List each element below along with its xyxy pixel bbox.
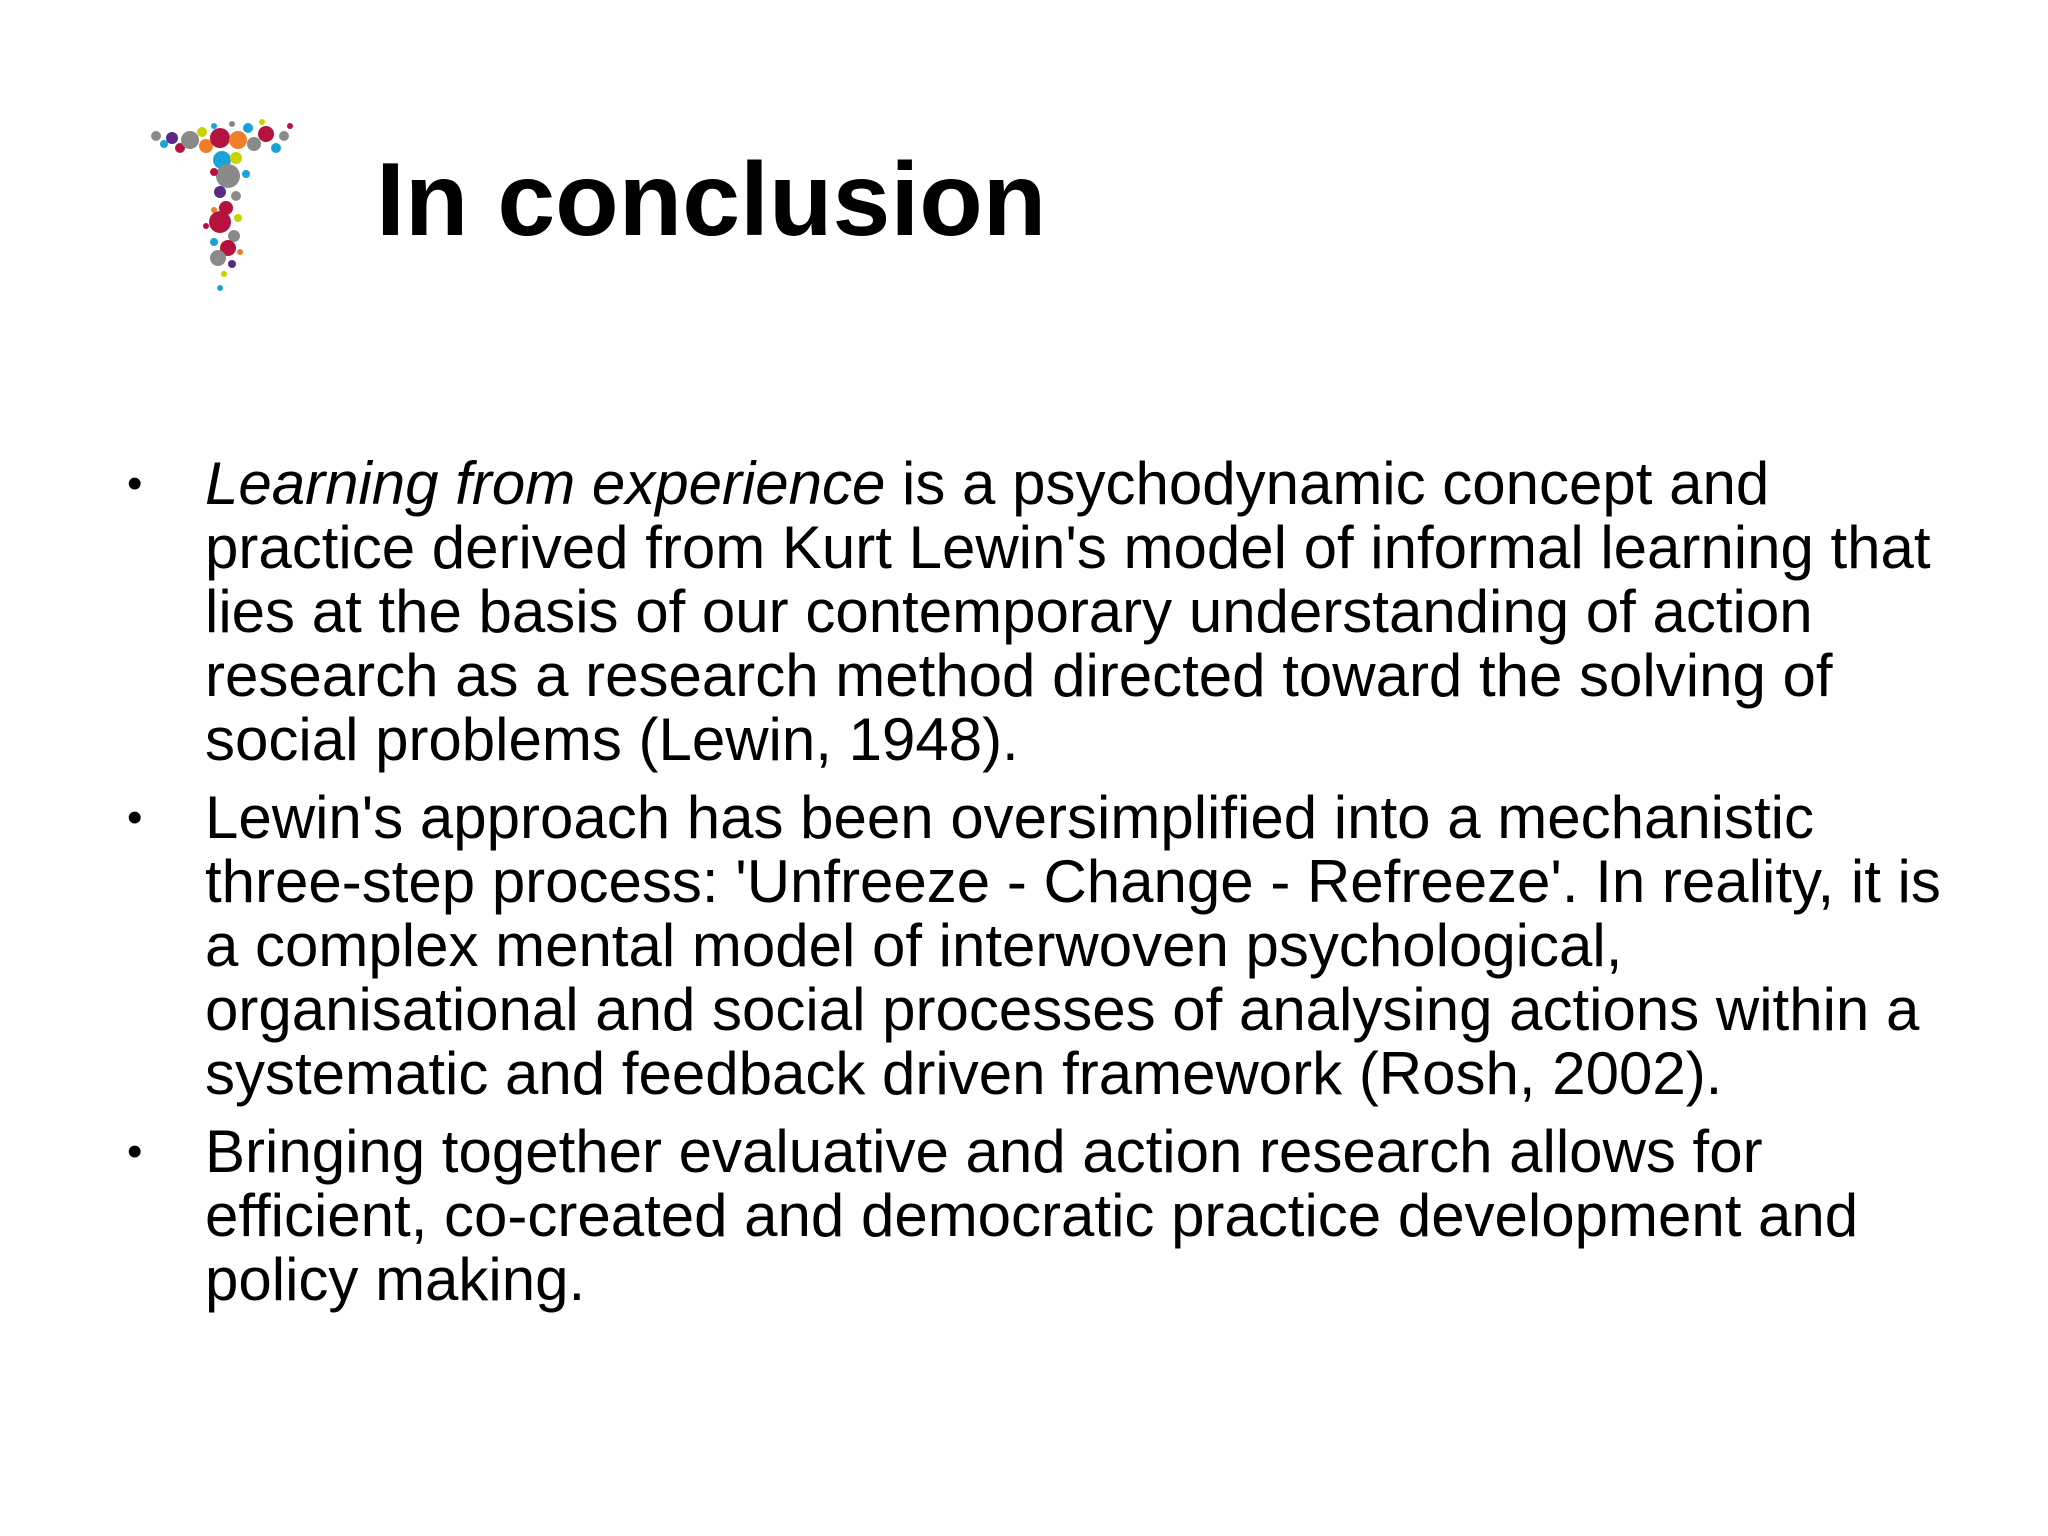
bullet-marker: • [127, 793, 143, 842]
bullet-marker: • [127, 459, 143, 508]
dotted-t-logo-icon [150, 118, 340, 318]
bullet-text: Lewin's approach has been oversimplified into a mechanistic three-step process: 'Unfreeze - Change - Refreeze'. In reality, it is a complex mental model of interwoven psychological, organisational and social processes of analysing actions within a systematic and feedback driven framework (Rosh, 2002). [205, 784, 1941, 1107]
slide-title: In conclusion [376, 142, 1047, 258]
bullet-marker: • [127, 1127, 143, 1176]
bullet-item [127, 1118, 1945, 1313]
bullet-item [127, 784, 1945, 1107]
bullet-text: is a psychodynamic concept and practice derived from Kurt Lewin's model of informal learning that lies at the basis of our contemporary understanding of action research as a research method directed toward the solving of social problems (Lewin, 1948). [205, 450, 1931, 773]
bullet-item [127, 450, 1945, 773]
bullet-emphasis: Learning from experience [205, 450, 886, 517]
bullet-list [127, 450, 1945, 1326]
bullet-text: Bringing together evaluative and action research allows for efficient, co-created and democratic practice development and policy making. [205, 1118, 1859, 1313]
